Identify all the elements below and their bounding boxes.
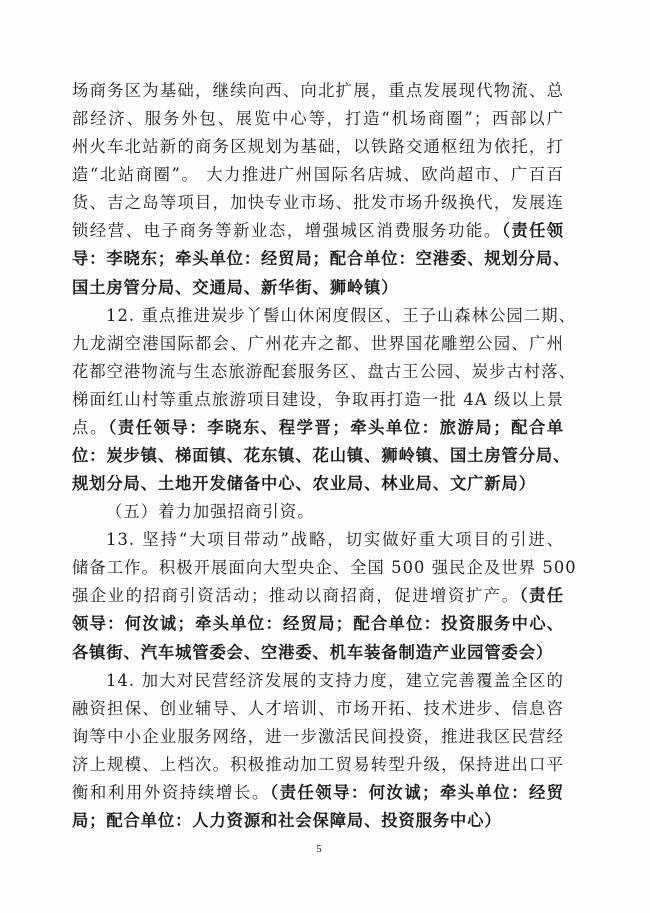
body-text-span: 场商务区为基础，继续向西、向北扩展，重点发展现代物流、总 — [72, 81, 564, 100]
bold-text: 规划分局、土地开发储备中心、农业局、林业局、文广新局） — [72, 474, 536, 494]
body-text-span: 造“北站商圈”。 大力推进广州国际名店城、欧尚超市、广百百 — [72, 165, 564, 185]
text-line — [72, 133, 564, 161]
text-line — [72, 274, 564, 302]
body-text-span: 花都空港物流与生态旅游配套服务区、盘古王公园、炭步古村落、 — [72, 361, 577, 381]
body-text-span: 询等中小企业服务网络，进一步激活民间投资，推进我区民营经 — [72, 726, 564, 746]
bold-text: 导：李晓东；牵头单位：经贸局；配合单位：空港委、规划分局、 — [72, 249, 571, 269]
bold-text: 局；配合单位：人力资源和社会保障局、投资服务中心） — [72, 811, 502, 831]
text-line — [72, 807, 564, 835]
body-text-span: 14. 加大对民营经济发展的支持力度，建立完善覆盖全区的 — [106, 670, 564, 690]
text-line — [72, 667, 564, 695]
body-text-span: 储备工作。积极开展面向大型央企、全国 500 强民企及世界 500 — [72, 558, 577, 578]
body-text-span: 济上规模、上档次。积极推动加工贸易转型升级，保持进出口平 — [72, 754, 564, 774]
bold-text: 领导：何汝诚；牵头单位：经贸局；配合单位：投资服务中心、 — [72, 614, 564, 634]
text-line — [72, 358, 577, 386]
text-line — [72, 554, 577, 582]
page-number: 5 — [316, 843, 322, 855]
text-line — [72, 330, 564, 358]
text-line — [72, 695, 564, 723]
body-text-span: 九龙湖空港国际都会、广州花卉之都、世界国花雕塑公园、广州 — [72, 333, 564, 353]
body-text-span: 13. 坚持“大项目带动”战略，切实做好重大项目的引进、 — [106, 530, 564, 550]
body-text — [72, 77, 577, 835]
body-text-span: 点。 — [72, 417, 109, 437]
text-line — [72, 498, 564, 526]
bold-text: 各镇街、汽车城管委会、空港委、机车装备制造产业园管委会） — [72, 642, 554, 662]
text-line — [72, 217, 564, 245]
text-line — [72, 77, 564, 105]
body-text-span: 衡和利用外资持续增长。 — [72, 782, 271, 802]
body-text-span: （五）着力加强招商引资。 — [106, 502, 315, 522]
text-line — [72, 639, 564, 667]
bold-text: （责任领导：李晓东、程学晋；牵头单位：旅游局；配合单 — [108, 417, 565, 437]
body-text-span: 12. 重点推进炭步丫髻山休闲度假区、王子山森林公园二期、 — [106, 305, 577, 325]
body-text-span: 州火车北站新的商务区规划为基础，以铁路交通枢纽为依托，打 — [72, 137, 564, 157]
body-text-span: 货、吉之岛等项目，加快专业市场、批发市场升级换代，发展连 — [72, 193, 564, 213]
text-line — [72, 779, 564, 807]
text-line — [72, 189, 564, 217]
text-line — [72, 105, 564, 133]
text-line — [72, 526, 564, 554]
body-text-span: 融资担保、创业辅导、人才培训、市场开拓、技术进步、信息咨 — [72, 698, 564, 718]
bold-text: （责任 — [519, 586, 564, 606]
body-text-span: 梯面红山村等重点旅游项目建设，争取再打造一批 4A 级以上景 — [72, 389, 564, 409]
body-text-span: 强企业的招商引资活动；推动以商招商，促进增资扩产。 — [72, 586, 520, 606]
text-line — [72, 751, 564, 779]
text-line — [72, 302, 577, 330]
text-line — [72, 582, 564, 610]
text-line — [72, 161, 564, 189]
bold-text: （责任领 — [501, 221, 564, 241]
text-line — [72, 470, 564, 498]
text-line — [72, 610, 564, 638]
body-text-span: 部经济、服务外包、展览中心等，打造“机场商圈”；西部以广 — [72, 109, 564, 129]
body-text-span: 锁经营、电子商务等新业态，增强城区消费服务功能。 — [72, 221, 502, 241]
bold-text: 国土房管分局、交通局、新华街、狮岭镇） — [72, 277, 399, 297]
text-line — [72, 245, 571, 273]
text-line — [72, 442, 571, 470]
text-line — [72, 386, 564, 414]
text-line — [72, 414, 564, 442]
text-line — [72, 723, 564, 751]
bold-text: （责任领导：何汝诚；牵头单位：经贸 — [270, 782, 564, 802]
bold-text: 位：炭步镇、梯面镇、花东镇、花山镇、狮岭镇、国土房管分局、 — [72, 446, 571, 466]
